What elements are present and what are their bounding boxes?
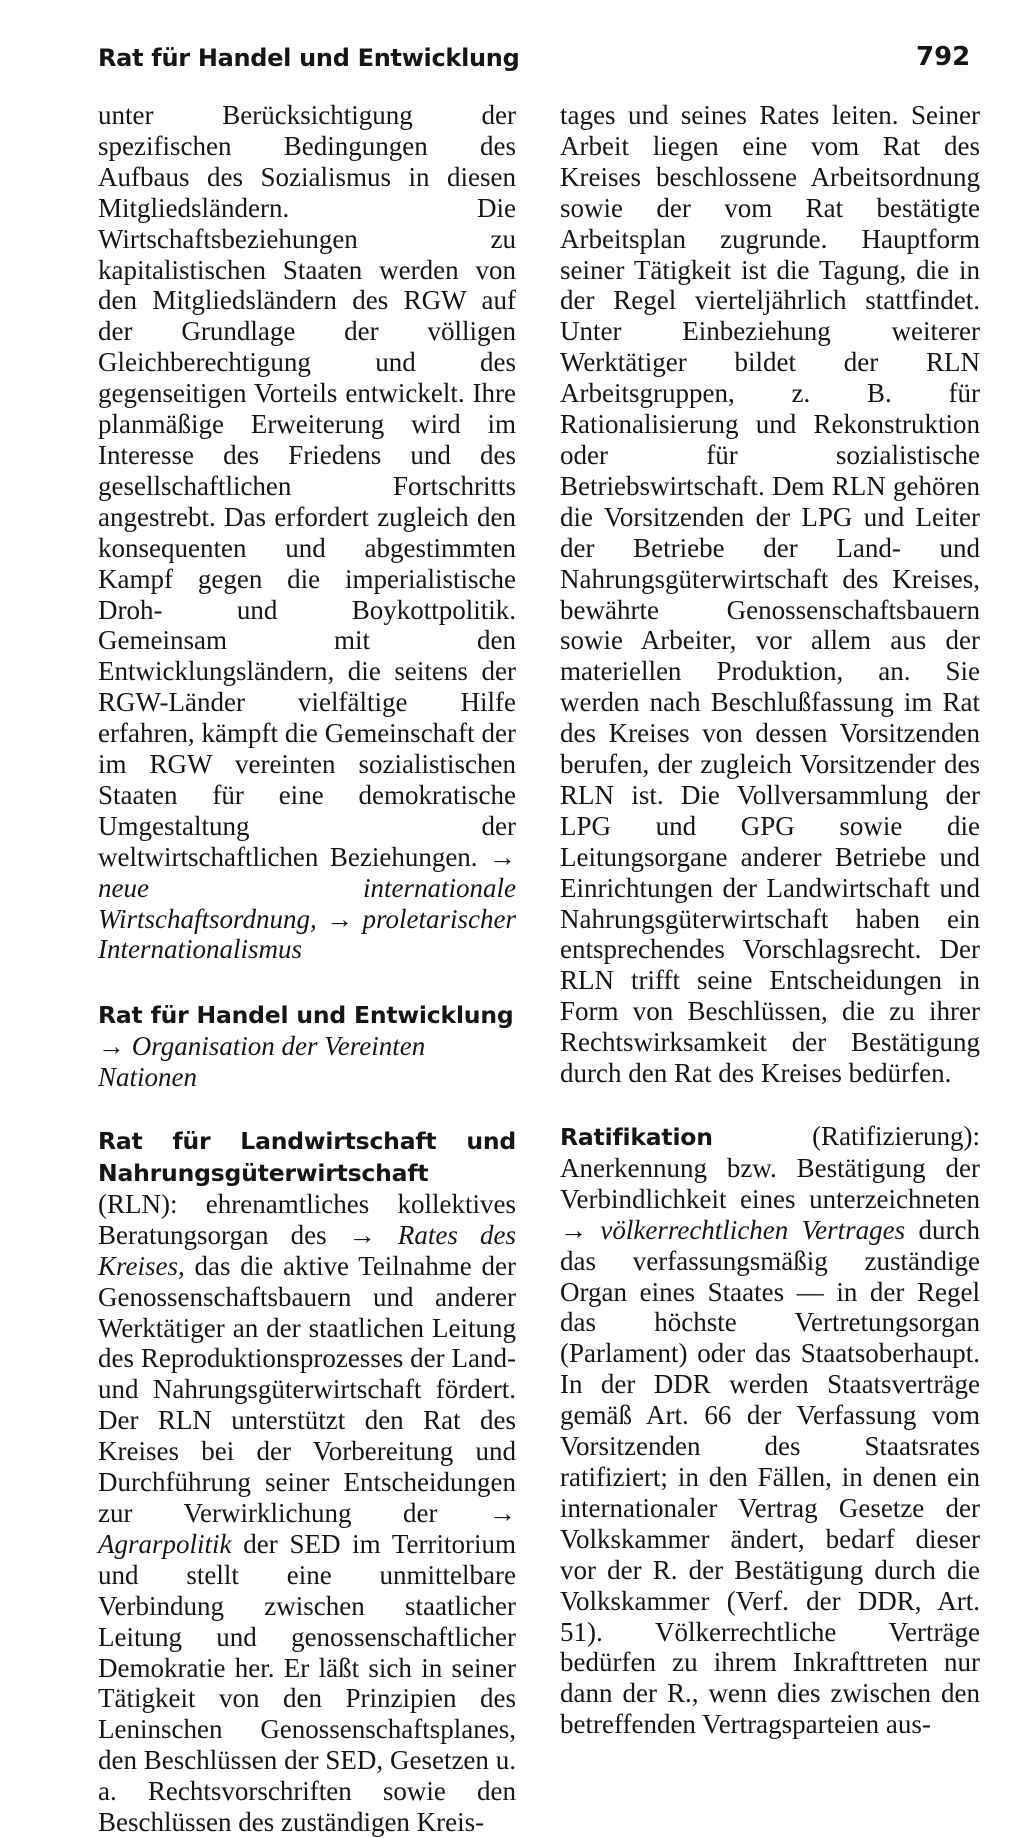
entry-text: der SED im Territorium und stellt eine unmittelbare Verbindung zwischen staatlicher Leitung und genossenschaftlicher Demokratie her. Er läßt sich in seiner Tätigkeit von den Prinzipien des Leninschen Genossenschaftsplanes, den Beschlüssen der SED, Gesetzen u. a. Rechtsvorschriften sowie den Beschlüssen des zuständigen Kreis- bbox=[98, 1528, 516, 1838]
cross-reference-link[interactable]: Rates des Kreises, bbox=[98, 1219, 516, 1281]
cross-reference-arrow-icon: → bbox=[326, 903, 354, 934]
entry-ratifikation bbox=[560, 1121, 980, 1740]
right-column bbox=[560, 100, 980, 1740]
entry-rat-fuer-landwirtschaft bbox=[98, 1125, 516, 1838]
cross-reference-link[interactable]: neue internationale Wirtschaftsordnung, bbox=[98, 872, 516, 934]
entry-text: das die aktive Teilnahme der Genossenschaftsbauern und anderer Werktätiger an der staatlichen Leitung des Reproduktionsprozesses der Land- und Nahrungsgüterwirtschaft fördert. Der RLN unterstützt den Rat des Kreises bei der Vorbereitung und Durchführung seiner Entscheidungen zur Verwirklichung der bbox=[98, 1250, 516, 1528]
entry-rat-fuer-handel bbox=[98, 999, 516, 1093]
cross-reference-link[interactable]: völkerrechtlichen Vertrages bbox=[600, 1214, 906, 1245]
entry-headword: Ratifikation bbox=[560, 1123, 713, 1151]
entry-text: (Ratifizierung): Anerkennung bzw. Bestätigung der Verbindlichkeit eines unterzeichneten bbox=[560, 1121, 980, 1214]
continuation-text: unter Berücksichtigung der spezifischen Bedingungen des Aufbaus des Sozialismus in diesen Mitgliedsländern. Die Wirtschaftsbeziehungen zu kapitalistischen Staaten werden von den Mitgliedsländern des RGW auf der Grundlage der völligen Gleichberechtigung und des gegenseitigen Vorteils entwickelt. Ihre planmäßige Erweiterung wird im Interesse des Friedens und des gesellschaftlichen Fortschritts angestrebt. Das erfordert zugleich den konsequenten und abgestimmten Kampf gegen die imperialistische Droh- und Boykottpolitik. Gemeinsam mit den Entwicklungsländern, die seitens der RGW-Länder vielfältige Hilfe erfahren, kämpft die Gemeinschaft der im RGW vereinten sozialistischen Staaten für eine demokratische Umgestaltung der weltwirtschaftlichen Beziehungen. bbox=[98, 100, 516, 872]
cross-reference-link[interactable]: Agrarpolitik bbox=[98, 1528, 232, 1559]
entry-text: durch das verfassungsmäßig zuständige Organ eines Staates — in der Regel das höchste Vertretungsorgan (Parlament) oder das Staatsoberhaupt. In der DDR werden Staatsverträge gemäß Art. 66 der Verfassung vom Vorsitzenden des Staatsrates ratifiziert; in den Fällen, in denen ein internationaler Vertrag Gesetze der Volkskammer ändert, bedarf dieser vor der R. der Bestätigung durch die Volkskammer (Verf. der DDR, Art. 51). Völkerrechtliche Verträge bedürfen zu ihrem Inkrafttreten nur dann der R., wenn dies zwischen den betreffenden Vertragsparteien aus- bbox=[560, 1214, 981, 1740]
entry-text: (RLN): ehrenamtliches kollektives Beratungsorgan des bbox=[98, 1188, 516, 1250]
entry-headword: Rat für Handel und Entwicklung bbox=[98, 1001, 514, 1030]
entry-continuation bbox=[98, 100, 516, 965]
cross-reference-arrow-icon: → bbox=[98, 1031, 125, 1062]
entry-continuation: tages und seines Rates leiten. Seiner Arbeit liegen eine vom Rat des Kreises beschlossene Arbeitsordnung sowie der vom Rat bestätigte Arbeitsplan zugrunde. Hauptform seiner Tätigkeit ist die Tagung, die in der Regel vierteljährlich stattfindet. Unter Einbeziehung weiterer Werktätiger bildet der RLN Arbeitsgruppen, z. B. für Rationalisierung und Rekonstruktion oder für sozialistische Betriebswirtschaft. Dem RLN gehören die Vorsitzenden der LPG und Leiter der Betriebe der Land- und Nahrungsgüterwirtschaft des Kreises, bewährte Genossenschaftsbauern sowie Arbeiter, vor allem aus der materiellen Produktion, an. Sie werden nach Beschlußfassung im Rat des Kreises von dessen Vorsitzenden berufen, der zugleich Vorsitzender des RLN ist. Die Vollversammlung der LPG und GPG sowie die Leitungsorgane anderer Betriebe und Einrichtungen der Landwirtschaft und Nahrungsgüterwirtschaft haben ein entsprechendes Vorschlagsrecht. Der RLN trifft seine Entscheidungen in Form von Beschlüssen, die zu ihrer Rechtswirksamkeit der Bestätigung durch den Rat des Kreises bedürfen. bbox=[560, 100, 980, 1089]
cross-reference-arrow-icon: → bbox=[489, 1497, 517, 1528]
left-column bbox=[98, 100, 516, 1838]
page-number: 792 bbox=[916, 42, 971, 72]
entry-headword: Rat für Landwirtschaft und Nahrungsgüterwirtschaft bbox=[98, 1127, 516, 1187]
cross-reference-arrow-icon: → bbox=[348, 1219, 376, 1250]
cross-reference-link[interactable]: Organisation der Vereinten Nationen bbox=[98, 1031, 426, 1093]
cross-reference-link[interactable]: proletarischer Internationalismus bbox=[98, 903, 517, 965]
cross-reference-arrow-icon: → bbox=[560, 1214, 587, 1245]
running-head: Rat für Handel und Entwicklung bbox=[98, 44, 520, 72]
cross-reference-arrow-icon: → bbox=[489, 841, 516, 872]
